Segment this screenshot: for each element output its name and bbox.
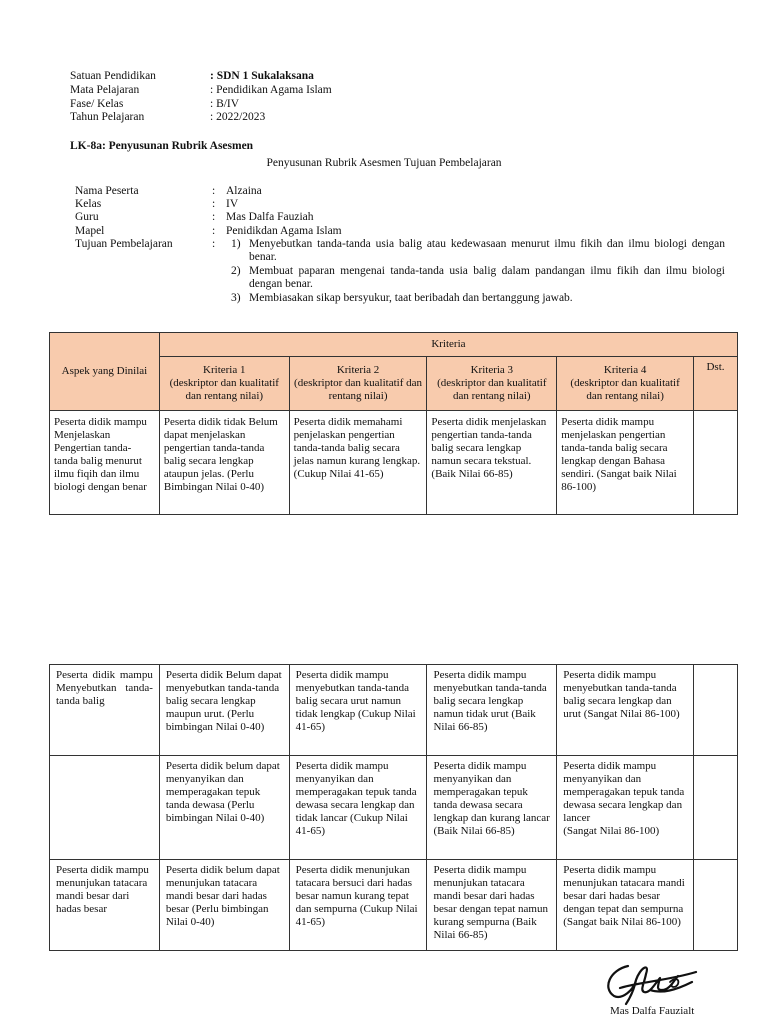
kriteria-2-cell: Peserta didik mampu menyebutkan tanda-tanda balig secara urut namun tidak lengkap (Cukup Nilai 41-65) — [289, 665, 427, 756]
kriteria-1-cell: Peserta didik tidak Belum dapat menjelaskan pengertian tanda-tanda balig secara lengkap ataupun jelas. (Perlu Bimbingan Nilai 0-40) — [159, 411, 289, 515]
info-value: IV — [226, 198, 239, 210]
table-row — [50, 665, 738, 756]
signature-image — [600, 960, 700, 1006]
kriteria-3-cell: Peserta didik mampu menyebutkan tanda-tanda balig secara lengkap namun tidak urut (Baik Nilai 66-85) — [427, 665, 557, 756]
dst-cell — [694, 860, 738, 951]
info-value: Penidikdan Agama Islam — [226, 225, 342, 237]
kriteria-1-cell: Peserta didik belum dapat menyanyikan dan memperagakan tepuk tanda dewasa (Perlu bimbingan Nilai 0-40) — [159, 756, 289, 860]
info-label: Kelas — [75, 198, 102, 210]
kriteria-2-cell: Peserta didik menunjukan tatacara bersuci dari hadas besar namun kurang tepat dan sempurna (Cukup Nilai 41-65) — [289, 860, 427, 951]
dst-cell — [694, 756, 738, 860]
header-label: Tahun Pelajaran — [70, 111, 145, 123]
goal-number: 2) — [231, 265, 241, 277]
kriteria-3-cell: Peserta didik mampu menyanyikan dan memperagakan tepuk tanda dewasa secara lengkap dan kurang lancar (Baik Nilai 66-85) — [427, 756, 557, 860]
aspek-cell: Peserta didik mampu menunjukan tatacara mandi besar dari hadas besar — [50, 860, 160, 951]
header-label: Satuan Pendidikan — [70, 70, 156, 82]
info-value: Alzaina — [226, 185, 262, 197]
goal-item — [231, 292, 725, 305]
goal-number: 1) — [231, 238, 241, 250]
header-value: : SDN 1 Sukalaksana — [210, 70, 314, 82]
goal-text: Membiasakan sikap bersyukur, taat beribadah dan bertanggung jawab. — [249, 292, 573, 304]
header-value: : B/IV — [210, 98, 240, 110]
goal-number: 3) — [231, 292, 241, 304]
aspek-cell — [50, 756, 160, 860]
kriteria-3-cell: Peserta didik menjelaskan pengertian tanda-tanda balig secara lengkap namun secara tekstual. (Baik Nilai 66-85) — [427, 411, 557, 515]
info-colon: : — [212, 185, 216, 197]
dst-header: Dst. — [694, 357, 738, 411]
info-label: Guru — [75, 211, 99, 223]
goal-text: Membuat paparan mengenai tanda-tanda usia balig dalam pandangan ilmu fikih dan ilmu biologi dengan benar. — [249, 265, 725, 290]
kriteria-2-header: Kriteria 2 (deskriptor dan kualitatif dan rentang nilai) — [289, 357, 427, 411]
kriteria-1-header: Kriteria 1 (deskriptor dan kualitatif dan rentang nilai) — [159, 357, 289, 411]
aspek-cell: Peserta didik mampu Menjelaskan Pengertian tanda-tanda balig menurut ilmu fiqih dan ilmu biologi dengan benar — [50, 411, 160, 515]
kriteria-3-header: Kriteria 3 (deskriptor dan kualitatif dan rentang nilai) — [427, 357, 557, 411]
kriteria-4-cell: Peserta didik mampu menyebutkan tanda-tanda balig secara lengkap dan urut (Sangat Nilai 86-100) — [557, 665, 694, 756]
aspek-header: Aspek yang Dinilai — [50, 333, 160, 411]
signature-name: Mas Dalfa Fauzialt — [610, 1005, 695, 1017]
rubric-table-2 — [49, 664, 738, 951]
info-label: Mapel — [75, 225, 105, 237]
kriteria-2-cell: Peserta didik memahami penjelaskan pengertian tanda-tanda balig secara jelas namun kurang lengkap. (Cukup Nilai 41-65) — [289, 411, 427, 515]
kriteria-4-cell: Peserta didik mampu menjelaskan pengertian tanda-tanda balig secara lengkap dengan Bahasa sendiri. (Sangat baik Nilai 86-100) — [557, 411, 694, 515]
goal-item — [231, 265, 725, 291]
aspek-cell: Peserta didik mampu Menyebutkan tanda-tanda balig — [50, 665, 160, 756]
info-colon: : — [212, 238, 216, 250]
header-label: Fase/ Kelas — [70, 98, 124, 110]
kriteria-3-cell: Peserta didik mampu menunjukan tatacara mandi besar dari hadas besar dengan tepat namun kurang sempurna (Baik Nilai 66-85) — [427, 860, 557, 951]
rubric-table-1 — [49, 332, 738, 515]
kriteria-2-cell: Peserta didik mampu menyanyikan dan memperagakan tepuk tanda dewasa secara lengkap dan tidak lancar (Cukup Nilai 41-65) — [289, 756, 427, 860]
info-label: Nama Peserta — [75, 185, 139, 197]
goals-list — [231, 238, 725, 306]
info-colon: : — [212, 211, 216, 223]
kriteria-4-cell: Peserta didik mampu menunjukan tatacara mandi besar dari hadas besar dengan tepat dan sempurna (Sangat baik Nilai 86-100) — [557, 860, 694, 951]
dst-cell — [694, 665, 738, 756]
table-row — [50, 756, 738, 860]
kriteria-header: Kriteria — [159, 333, 737, 357]
kriteria-4-header: Kriteria 4 (deskriptor dan kualitatif dan rentang nilai) — [557, 357, 694, 411]
header-value: : Pendidikan Agama Islam — [210, 84, 332, 96]
info-label: Tujuan Pembelajaran — [75, 238, 173, 250]
info-colon: : — [212, 225, 216, 237]
info-colon: : — [212, 198, 216, 210]
table-row — [50, 860, 738, 951]
document-title: LK-8a: Penyusunan Rubrik Asesmen — [70, 140, 254, 152]
document-subtitle: Penyusunan Rubrik Asesmen Tujuan Pembelajaran — [266, 157, 502, 169]
table-row — [50, 411, 738, 515]
header-label: Mata Pelajaran — [70, 84, 140, 96]
kriteria-4-cell: Peserta didik mampu menyanyikan dan memperagakan tepuk tanda dewasa secara lengkap dan lancer (Sangat Nilai 86-100) — [557, 756, 694, 860]
header-value: : 2022/2023 — [210, 111, 266, 123]
kriteria-1-cell: Peserta didik belum dapat menunjukan tatacara mandi besar dari hadas besar (Perlu bimbingan Nilai 0-40) — [159, 860, 289, 951]
goal-text: Menyebutkan tanda-tanda usia balig atau kedewasaan menurut ilmu fikih dan ilmu biologi dengan benar. — [249, 238, 725, 263]
info-value: Mas Dalfa Fauziah — [226, 211, 314, 223]
goal-item — [231, 238, 725, 264]
kriteria-1-cell: Peserta didik Belum dapat menyebutkan tanda-tanda balig secara lengkap maupun urut. (Perlu bimbingan Nilai 0-40) — [159, 665, 289, 756]
dst-cell — [694, 411, 738, 515]
